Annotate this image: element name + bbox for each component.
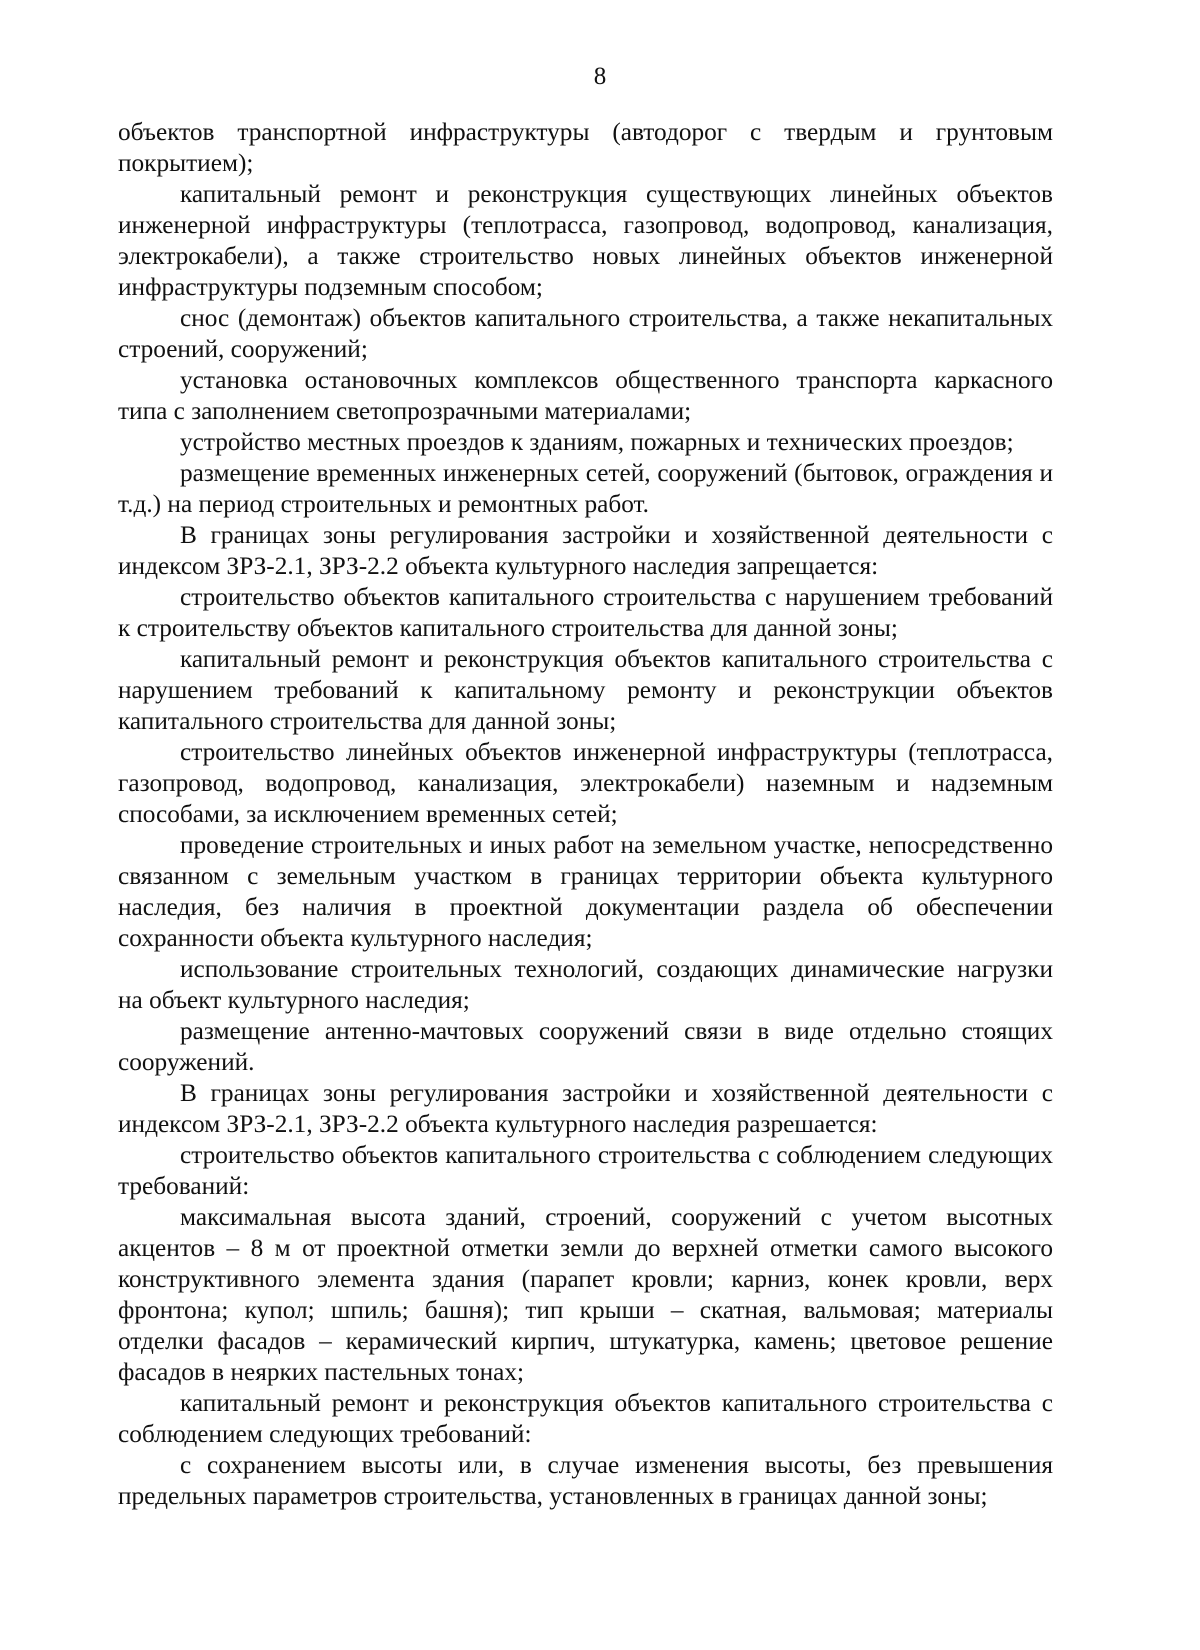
page-number: 8 <box>593 63 607 90</box>
paragraph: капитальный ремонт и реконструкция существующих линейных объектов инженерной инфраструктуры (теплотрасса, газопровод, водопровод, канализация, электрокабели), а также строительство новых линейных объектов инженерной инфраструктуры подземным способом; <box>118 180 1053 301</box>
paragraph: с сохранением высоты или, в случае изменения высоты, без превышения предельных параметров строительства, установленных в границах данной зоны; <box>118 1451 1053 1510</box>
paragraph: использование строительных технологий, создающих динамические нагрузки на объект культурного наследия; <box>118 955 1053 1014</box>
paragraph: строительство объектов капитального строительства с нарушением требований к строительству объектов капитального строительства для данной зоны; <box>118 583 1053 642</box>
paragraph: проведение строительных и иных работ на земельном участке, непосредственно связанном с земельным участком в границах территории объекта культурного наследия, без наличия в проектной документации раздела об обеспечении сохранности объекта культурного наследия; <box>118 831 1053 952</box>
document-body <box>118 117 1053 1512</box>
paragraph: максимальная высота зданий, строений, сооружений с учетом высотных акцентов – 8 м от проектной отметки земли до верхней отметки самого высокого конструктивного элемента здания (парапет кровли; карниз, конек кровли, верх фронтона; купол; шпиль; башня); тип крыши – скатная, вальмовая; материалы отделки фасадов – керамический кирпич, штукатурка, камень; цветовое решение фасадов в неярких пастельных тонах; <box>118 1203 1053 1386</box>
paragraph: В границах зоны регулирования застройки и хозяйственной деятельности с индексом ЗРЗ-2.1, ЗРЗ-2.2 объекта культурного наследия разрешается: <box>118 1079 1053 1138</box>
paragraph: капитальный ремонт и реконструкция объектов капитального строительства с нарушением требований к капитальному ремонту и реконструкции объектов капитального строительства для данной зоны; <box>118 645 1053 735</box>
paragraph: размещение антенно-мачтовых сооружений связи в виде отдельно стоящих сооружений. <box>118 1017 1053 1076</box>
paragraph: снос (демонтаж) объектов капитального строительства, а также некапитальных строений, сооружений; <box>118 304 1053 363</box>
paragraph: В границах зоны регулирования застройки и хозяйственной деятельности с индексом ЗРЗ-2.1, ЗРЗ-2.2 объекта культурного наследия запрещается: <box>118 521 1053 580</box>
paragraph: устройство местных проездов к зданиям, пожарных и технических проездов; <box>180 428 1014 456</box>
paragraph: установка остановочных комплексов общественного транспорта каркасного типа с заполнением светопрозрачными материалами; <box>118 366 1053 425</box>
paragraph: строительство объектов капитального строительства с соблюдением следующих требований: <box>118 1141 1053 1200</box>
paragraph: объектов транспортной инфраструктуры (автодорог с твердым и грунтовым покрытием); <box>118 118 1053 177</box>
paragraph: строительство линейных объектов инженерной инфраструктуры (теплотрасса, газопровод, водопровод, канализация, электрокабели) наземным и надземным способами, за исключением временных сетей; <box>118 738 1053 828</box>
paragraph: размещение временных инженерных сетей, сооружений (бытовок, ограждения и т.д.) на период строительных и ремонтных работ. <box>118 459 1053 518</box>
paragraph: капитальный ремонт и реконструкция объектов капитального строительства с соблюдением следующих требований: <box>118 1389 1053 1448</box>
